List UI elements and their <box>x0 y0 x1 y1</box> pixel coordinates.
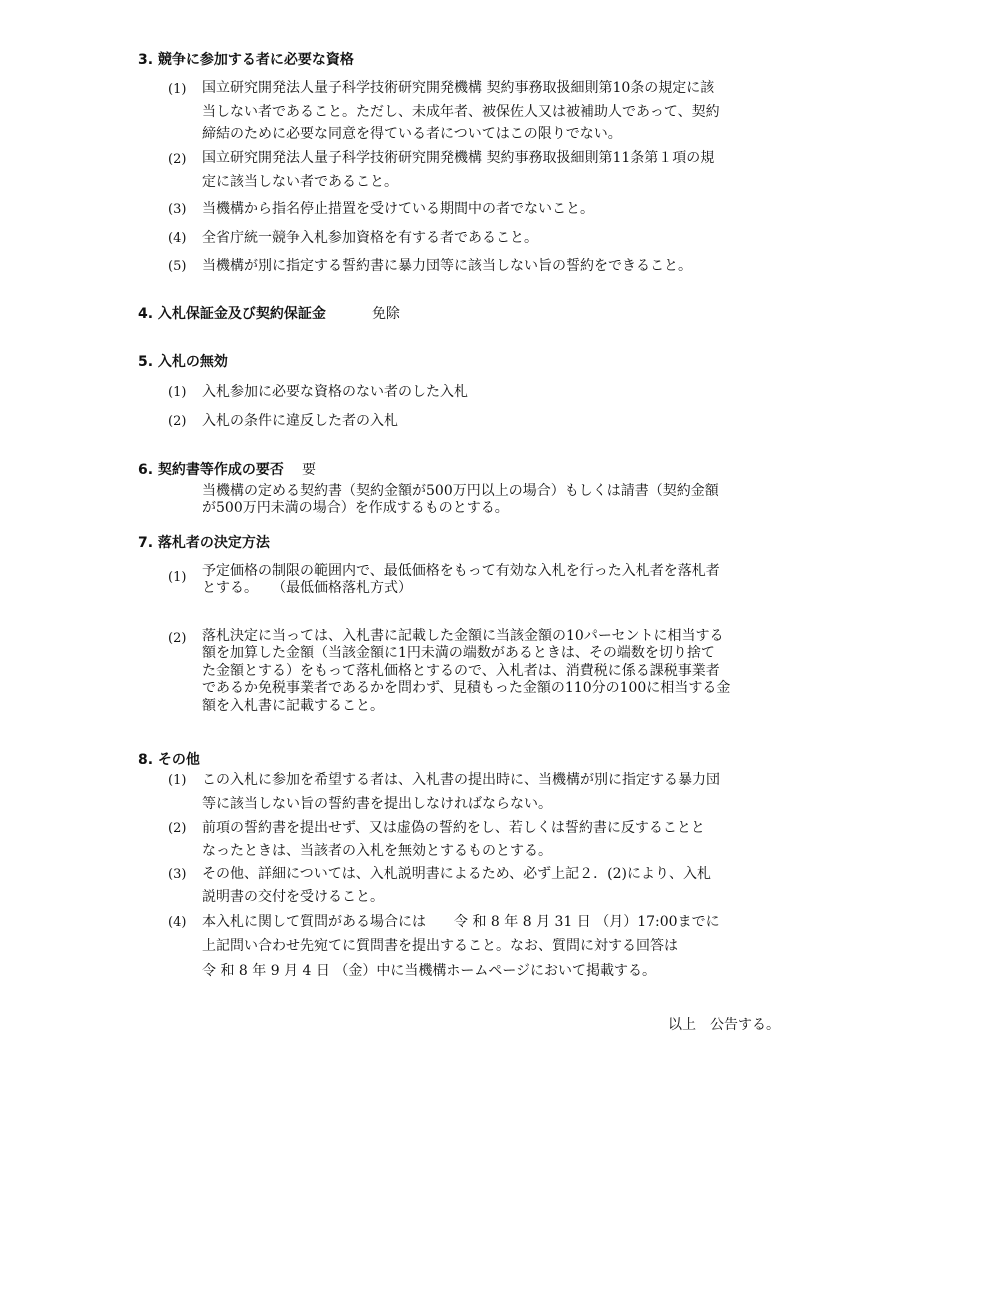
section-5-heading: 5. 入札の無効 <box>138 354 228 370</box>
s3-item-4-number: (4) <box>168 231 187 246</box>
s3-item-3-number: (3) <box>168 202 187 217</box>
s7-item-1-line-2: とする。 （最低価格落札方式） <box>202 580 412 596</box>
s5-item-2-line-1: 入札の条件に違反した者の入札 <box>202 413 398 429</box>
section-6-title: 6. 契約書等作成の要否 <box>138 462 284 478</box>
s7-item-1-number: (1) <box>168 570 187 585</box>
s3-item-1-number: (1) <box>168 82 187 97</box>
s8-item-3-number: (3) <box>168 867 187 882</box>
s5-item-1-number: (1) <box>168 385 187 400</box>
s8-item-4-line-1: 本入札に関して質問がある場合には 令 和 8 年 8 月 31 日 （月）17:00までに <box>202 914 720 930</box>
s3-item-4-line-1: 全省庁統一競争入札参加資格を有する者であること。 <box>202 230 538 246</box>
s8-item-1-number: (1) <box>168 773 187 788</box>
s7-item-2-line-4: であるか免税事業者であるかを問わず、見積もった金額の110分の100に相当する金 <box>202 680 731 696</box>
s5-item-1-line-1: 入札参加に必要な資格のない者のした入札 <box>202 384 468 400</box>
s3-item-5-line-1: 当機構が別に指定する誓約書に暴力団等に該当しない旨の誓約をできること。 <box>202 258 692 274</box>
s3-item-2-line-1: 国立研究開発法人量子科学技術研究開発機構 契約事務取扱細則第11条第１項の規 <box>202 150 715 166</box>
s8-item-3-line-2: 説明書の交付を受けること。 <box>202 889 384 905</box>
s8-item-4-line-3: 令 和 8 年 9 月 4 日 （金）中に当機構ホームページにおいて掲載する。 <box>202 963 657 979</box>
s7-item-2-line-1: 落札決定に当っては、入札書に記載した金額に当該金額の10パーセントに相当する <box>202 628 724 644</box>
s6-line-1: 当機構の定める契約書（契約金額が500万円以上の場合）もしくは請書（契約金額 <box>202 483 719 499</box>
section-3-heading: 3. 競争に参加する者に必要な資格 <box>138 52 354 68</box>
s8-item-4-line-2: 上記問い合わせ先宛てに質問書を提出すること。なお、質問に対する回答は <box>202 938 678 954</box>
s3-item-1-line-1: 国立研究開発法人量子科学技術研究開発機構 契約事務取扱細則第10条の規定に該 <box>202 80 715 96</box>
s8-item-2-line-1: 前項の誓約書を提出せず、又は虚偽の誓約をし、若しくは誓約書に反することと <box>202 820 705 836</box>
s8-item-1-line-1: この入札に参加を希望する者は、入札書の提出時に、当機構が別に指定する暴力団 <box>202 772 720 788</box>
s7-item-2-line-5: 額を入札書に記載すること。 <box>202 698 384 714</box>
s8-item-2-line-2: なったときは、当該者の入札を無効とするものとする。 <box>202 843 552 859</box>
s3-item-1-line-3: 締結のために必要な同意を得ている者についてはこの限りでない。 <box>202 126 622 142</box>
section-8-heading: 8. その他 <box>138 752 200 768</box>
section-4-value: 免除 <box>371 306 400 322</box>
section-6-value: 要 <box>301 462 316 478</box>
section-7-heading: 7. 落札者の決定方法 <box>138 535 270 551</box>
s8-item-1-line-2: 等に該当しない旨の誓約書を提出しなければならない。 <box>202 796 552 812</box>
closing-statement: 以上 公告する。 <box>668 1017 780 1033</box>
s8-item-4-number: (4) <box>168 915 187 930</box>
s8-item-2-number: (2) <box>168 821 187 836</box>
s3-item-3-line-1: 当機構から指名停止措置を受けている期間中の者でないこと。 <box>202 201 594 217</box>
s3-item-2-line-2: 定に該当しない者であること。 <box>202 174 398 190</box>
s7-item-2-number: (2) <box>168 631 187 646</box>
section-6-heading <box>138 460 316 480</box>
s5-item-2-number: (2) <box>168 414 187 429</box>
section-4-heading <box>138 304 400 324</box>
s7-item-1-line-1: 予定価格の制限の範囲内で、最低価格をもって有効な入札を行った入札者を落札者 <box>202 563 720 579</box>
s8-item-3-line-1: その他、詳細については、入札説明書によるため、必ず上記２．(2)により、入札 <box>202 866 711 882</box>
s7-item-2-line-2: 額を加算した金額（当該金額に1円未満の端数があるときは、その端数を切り捨て <box>202 645 715 661</box>
section-4-title: 4. 入札保証金及び契約保証金 <box>138 306 326 322</box>
s3-item-1-line-2: 当しない者であること。ただし、未成年者、被保佐人又は被補助人であって、契約 <box>202 104 720 120</box>
s3-item-5-number: (5) <box>168 259 187 274</box>
s3-item-2-number: (2) <box>168 152 187 167</box>
s7-item-2-line-3: た金額とする）をもって落札価格とするので、入札者は、消費税に係る課税事業者 <box>202 663 720 679</box>
s6-line-2: が500万円未満の場合）を作成するものとする。 <box>202 500 509 516</box>
